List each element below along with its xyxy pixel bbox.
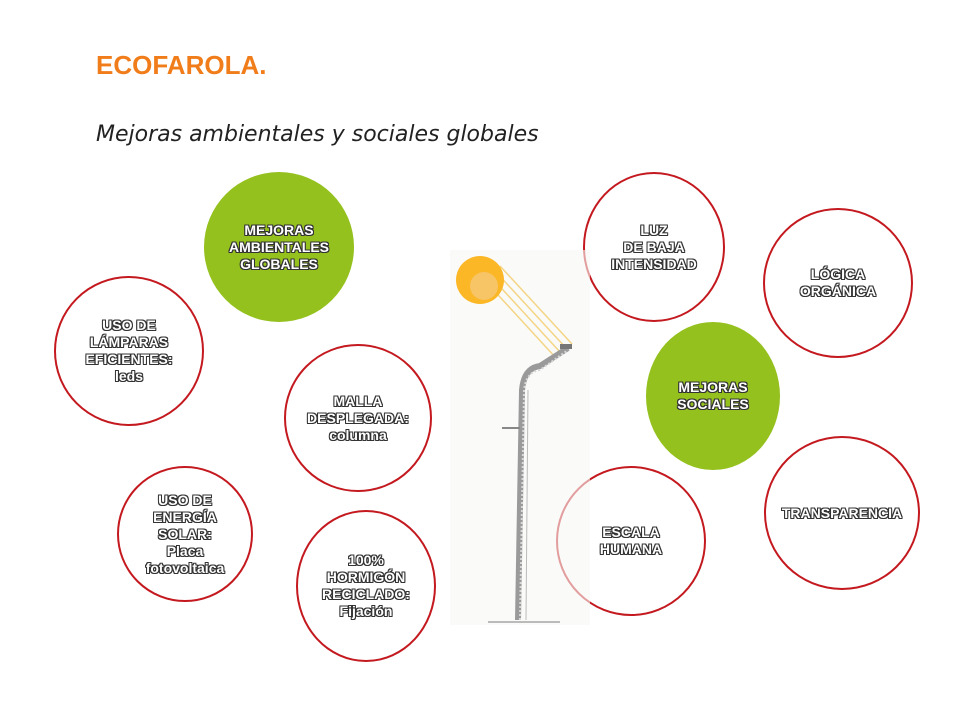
circle-malla-desplegada (284, 344, 432, 492)
circle-label: LUZ DE BAJA INTENSIDAD (611, 221, 697, 272)
circle-energia-solar (117, 466, 253, 602)
circle-label: MALLA DESPLEGADA: columna (307, 392, 409, 443)
circle-label: MEJORAS AMBIENTALES GLOBALES (228, 221, 330, 272)
circle-label: 100% HORMIGÓN RECICLADO: Fijación (322, 552, 410, 619)
circle-label: MEJORAS SOCIALES (677, 379, 749, 412)
page-subtitle: Mejoras ambientales y sociales globales (96, 122, 539, 147)
circle-label: ESCALA HUMANA (599, 524, 663, 557)
circle-label: LÓGICA ORGÁNICA (799, 266, 877, 299)
page-title: ECOFAROLA. (96, 50, 267, 80)
circle-mejoras-ambientales (204, 172, 354, 322)
sun-icon (456, 256, 504, 304)
circle-logica-organica (763, 208, 913, 358)
circle-uso-lamparas (54, 276, 204, 426)
circle-label: USO DE ENERGÍA SOLAR: Placa fotovoltaica (145, 491, 225, 576)
circle-hormigon-reciclado (296, 510, 436, 662)
streetlamp-illustration (440, 240, 600, 630)
circle-luz-baja-intensidad (583, 172, 725, 322)
circle-label: USO DE LÁMPARAS EFICIENTES: leds (85, 317, 173, 384)
circle-transparencia (764, 436, 920, 590)
circle-mejoras-sociales (646, 322, 780, 470)
circle-label: TRANSPARENCIA (781, 504, 903, 521)
